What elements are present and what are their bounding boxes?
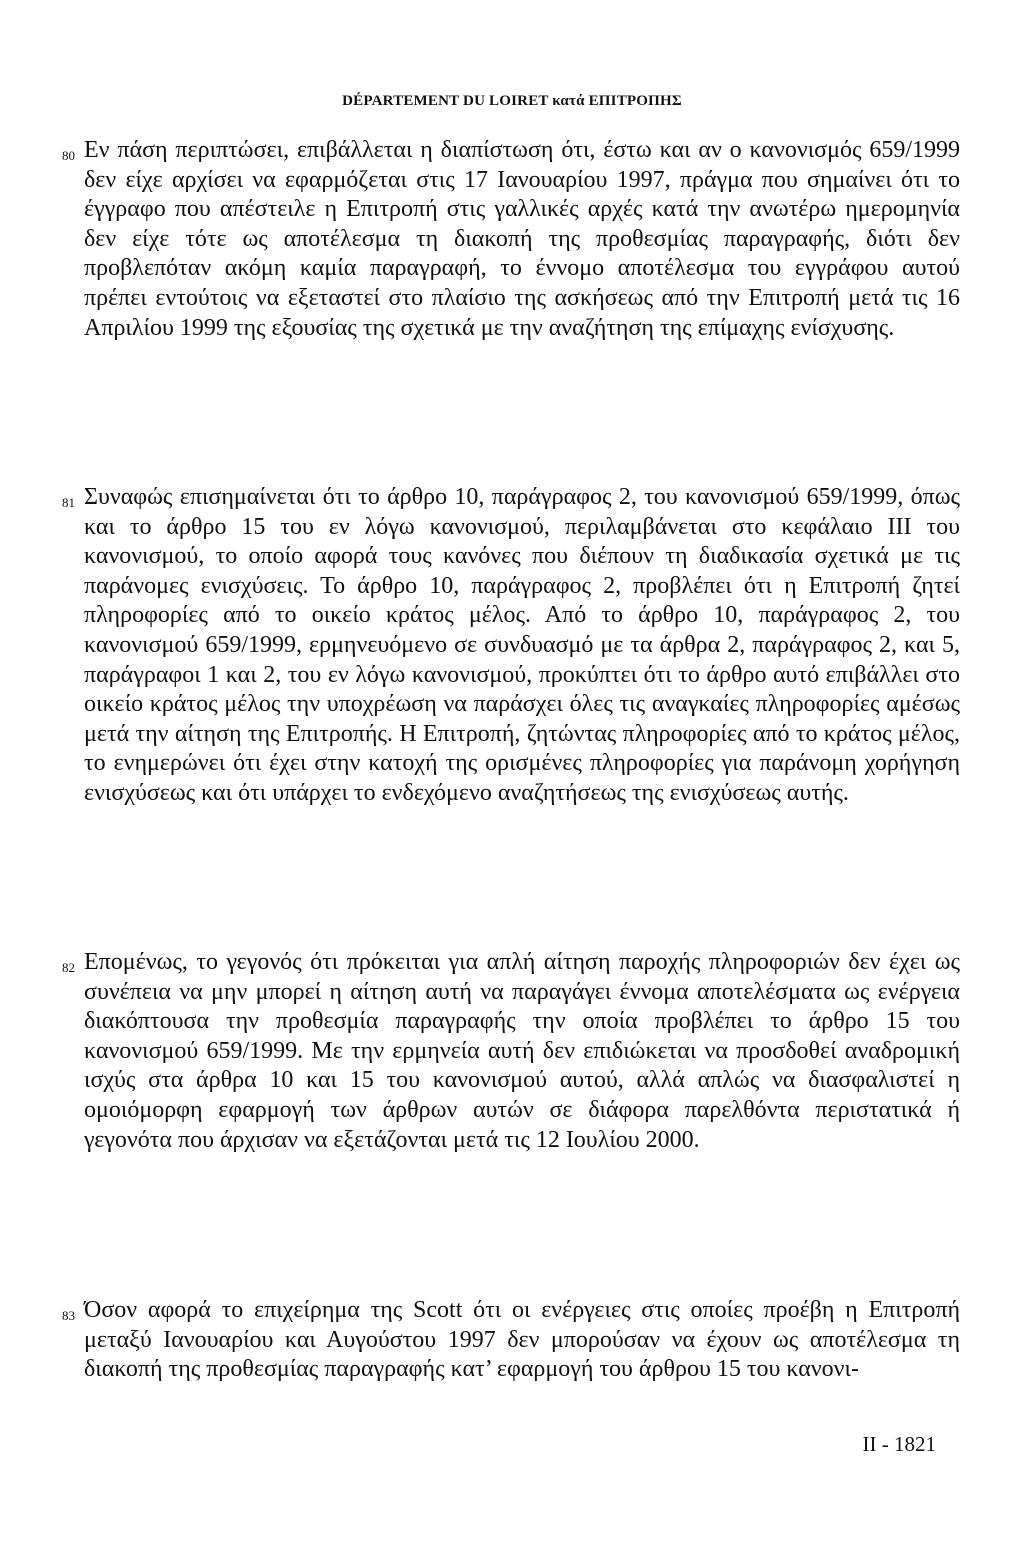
paragraph-number: 81 [62,495,75,510]
paragraph-text: Εν πάση περιπτώσει, επιβάλλεται η διαπίστωση ότι, έστω και αν ο κανονισμός 659/1999 δεν είχε αρχίσει να εφαρμόζεται στις 17 Ιανουαρίου 1997, πράγμα που σημαίνει ότι το έγγραφο που απέστειλε η Επιτροπή στις γαλλικές αρχές κατά την ανωτέρω ημερομηνία δεν είχε τότε ως αποτέλεσμα τη διακοπή της προθεσμίας παραγραφής, διότι δεν προβλεπόταν ακόμη καμία παραγραφή, το έννομο αποτέλεσμα του εγγράφου αυτού πρέπει εντούτοις να εξεταστεί στο πλαίσιο της ασκήσεως από την Επιτροπή μετά τις 16 Απριλίου 1999 της εξουσίας της σχετικά με την αναζήτηση της επίμαχης ενίσχυσης. [84,137,960,341]
paragraph-number: 82 [62,960,75,975]
running-header: DÉPARTEMENT DU LOIRET κατά ΕΠΙΤΡΟΠΗΣ [342,93,682,109]
paragraph-text: Όσον αφορά το επιχείρημα της Scott ότι οι ενέργειες στις οποίες προέβη η Επιτροπή μεταξύ Ιανουαρίου και Αυγούστου 1997 δεν μπορούσαν να έχουν ως αποτέλεσμα τη διακοπή της προθεσμίας παραγραφής κατ’ εφαρμογή του άρθρου 15 του κανονι- [84,1297,960,1383]
paragraph-text: Συναφώς επισημαίνεται ότι το άρθρο 10, παράγραφος 2, του κανονισμού 659/1999, όπως και το άρθρο 15 του εν λόγω κανονισμού, περιλαμβάνεται στο κεφάλαιο ΙΙΙ του κανονισμού, το οποίο αφορά τους κανόνες που διέπουν τη διαδικασία σχετικά με τις παράνομες ενισχύσεις. Το άρθρο 10, παράγραφος 2, προβλέπει ότι η Επιτροπή ζητεί πληροφορίες από το οικείο κράτος μέλος. Από το άρθρο 10, παράγραφος 2, του κανονισμού 659/1999, ερμηνευόμενο σε συνδυασμό με τα άρθρα 2, παράγραφος 2, και 5, παράγραφοι 1 και 2, του εν λόγω κανονισμού, προκύπτει ότι το άρθρο αυτό επιβάλλει στο οικείο κράτος μέλος την υποχρέωση να παράσχει όλες τις αναγκαίες πληροφορίες αμέσως μετά την αίτηση της Επιτροπής. Η Επιτροπή, ζητώντας πληροφορίες από το κράτος μέλος, το ενημερώνει ότι έχει στην κατοχή της ορισμένες πληροφορίες για παράνομη χορήγηση ενισχύσεως και ότι υπάρχει το ενδεχόμενο αναζητήσεως της ενισχύσεως αυτής. [84,484,960,806]
paragraph-text: Επομένως, το γεγονός ότι πρόκειται για απλή αίτηση παροχής πληροφοριών δεν έχει ως συνέπεια να μην μπορεί η αίτηση αυτή να παραγάγει έννομα αποτελέσματα ως ενέργεια διακόπτουσα την προθεσμία παραγραφής την οποία προβλέπει το άρθρο 15 του κανονισμού 659/1999. Με την ερμηνεία αυτή δεν επιδιώκεται να προσδοθεί αναδρομική ισχύς στα άρθρα 10 και 15 του κανονισμού αυτού, αλλά απλώς να διασφαλιστεί η ομοιόμορφη εφαρμογή των άρθρων αυτών σε διάφορα παρελθόντα περιστατικά ή γεγονότα που άρχισαν να εξετάζονται μετά τις 12 Ιουλίου 2000. [84,949,960,1153]
page-number: II - 1821 [862,1432,936,1456]
paragraph-number: 83 [62,1308,75,1323]
paragraph-number: 80 [62,148,75,163]
